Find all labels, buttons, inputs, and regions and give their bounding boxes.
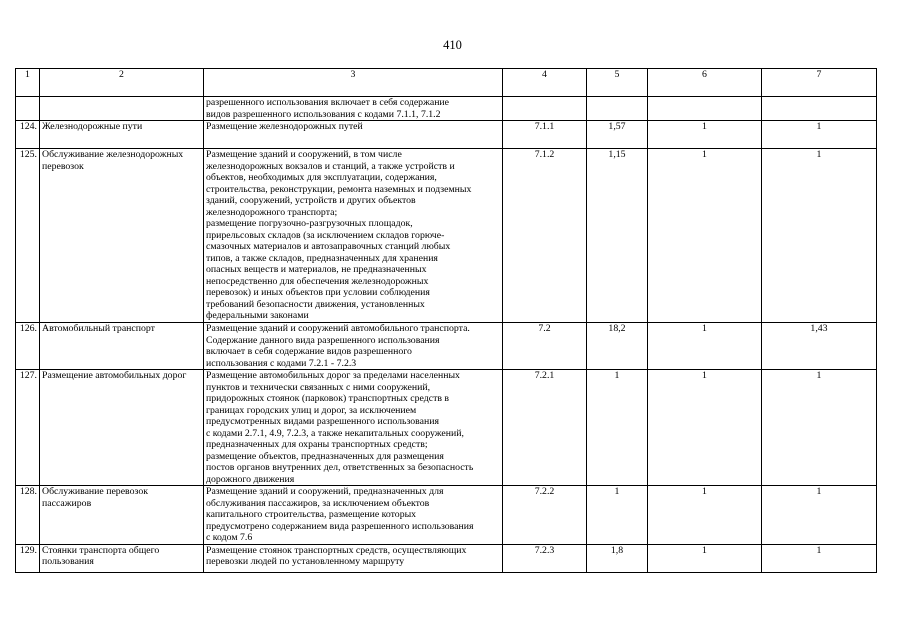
header-cell: 1 (16, 69, 40, 97)
value-cell: 18,2 (587, 323, 648, 370)
name-line: Автомобильный транспорт (42, 323, 155, 334)
description-line: использования с кодами 7.2.1 - 7.2.3 (206, 357, 357, 369)
description-line: с кодом 7.6 (206, 532, 253, 543)
value-cell: 1 (762, 121, 877, 149)
description-line: обслуживания пассажиров, за исключением объектов (206, 497, 430, 509)
value-cell: 1 (648, 149, 762, 323)
description-line: пунктов и технически связанных с ними сооружений, (206, 381, 431, 393)
header-row (16, 69, 877, 97)
value-cell: 1 (587, 486, 648, 545)
description-cell (204, 121, 503, 149)
value-cell: 1 (762, 370, 877, 486)
description-cell (204, 370, 503, 486)
description-line: Размещение автомобильных дорог за пределами населенных (206, 370, 460, 381)
description-cell (204, 149, 503, 323)
zoning-table (15, 68, 877, 573)
description-line: предусмотренных видами разрешенного использования (206, 416, 439, 427)
description-line: придорожных стоянок (парковок) транспортных средств в (206, 393, 450, 404)
header-cell: 4 (503, 69, 587, 97)
name-cell (40, 121, 204, 149)
description-line: железнодорожного транспорта; (206, 206, 338, 218)
header-cell: 2 (40, 69, 204, 97)
row-number-cell: 125. (16, 149, 40, 323)
description-line: перевозки людей по установленному маршруту (206, 556, 405, 567)
name-line: Обслуживание железнодорожных (42, 149, 184, 160)
description-line: видов разрешенного использования с кодами 7.1.1, 7.1.2 (206, 108, 441, 120)
page-number: 410 (443, 38, 462, 52)
name-line: Стоянки транспорта общего (42, 544, 160, 556)
value-cell: 1 (648, 544, 762, 572)
name-cell (40, 323, 204, 370)
description-line: строительства, реконструкции, ремонта наземных и подземных (206, 183, 472, 195)
name-line: Обслуживание перевозок (42, 486, 148, 497)
value-cell: 1 (762, 149, 877, 323)
header-cell: 3 (204, 69, 503, 97)
value-cell: 1 (648, 121, 762, 149)
value-cell: 1 (587, 370, 648, 486)
description-line: постов органов внутренних дел, ответственных за безопасность (206, 462, 474, 473)
table-body (16, 69, 877, 573)
description-line: дорожного движения (206, 473, 295, 485)
description-line: прирельсовых складов (за исключением складов горюче- (206, 229, 445, 241)
description-line: предназначенных для охраны транспортных средств; (206, 439, 428, 450)
row-number-cell: 128. (16, 486, 40, 545)
value-cell: 1 (648, 370, 762, 486)
description-line: опасных веществ и материалов, не предназначенных (206, 264, 427, 275)
value-cell (648, 97, 762, 121)
table-row (16, 149, 877, 323)
description-line: федеральными законами (206, 310, 309, 321)
name-line: Размещение автомобильных дорог (42, 370, 187, 381)
row-number-cell: 129. (16, 544, 40, 572)
code-cell: 7.2.1 (503, 370, 587, 486)
value-cell: 1 (648, 486, 762, 545)
code-cell: 7.2.3 (503, 544, 587, 572)
description-line: Размещение зданий и сооружений, в том числе (206, 149, 402, 160)
description-line: железнодорожных вокзалов и станций, а также устройств и (206, 160, 455, 172)
name-cell (40, 97, 204, 121)
description-line: перевозок) и иных объектов при условии соблюдения (206, 287, 430, 298)
description-line: Содержание данного вида разрешенного использования (206, 334, 440, 346)
description-line: зданий, сооружений, устройств и других объектов (206, 195, 416, 206)
description-line: Размещение зданий и сооружений, предназначенных для (206, 486, 444, 497)
description-line: предусмотрено содержанием вида разрешенного использования (206, 520, 474, 532)
code-cell (503, 97, 587, 121)
description-cell (204, 323, 503, 370)
name-cell (40, 370, 204, 486)
description-line: границах городских улиц и дорог, за исключением (206, 404, 417, 416)
name-cell (40, 544, 204, 572)
row-number-cell: 124. (16, 121, 40, 149)
name-cell (40, 486, 204, 545)
description-line: непосредственно для обеспечения железнодорожных (206, 275, 429, 287)
continuation-row (16, 97, 877, 121)
header-cell: 7 (762, 69, 877, 97)
table-row (16, 323, 877, 370)
value-cell: 1,15 (587, 149, 648, 323)
value-cell: 1 (762, 486, 877, 545)
header-cell: 5 (587, 69, 648, 97)
name-line: пользования (42, 556, 94, 567)
description-line: включает в себя содержание видов разрешенного (206, 346, 412, 357)
name-line: Железнодорожные пути (42, 121, 143, 132)
row-number-cell (16, 97, 40, 121)
description-cell (204, 544, 503, 572)
name-line: перевозок (42, 160, 84, 172)
value-cell (762, 97, 877, 121)
code-cell: 7.2 (503, 323, 587, 370)
description-line: смазочных материалов и автозаправочных станций любых (206, 241, 451, 252)
header-cell: 6 (648, 69, 762, 97)
description-line: размещение объектов, предназначенных для размещения (206, 450, 444, 462)
value-cell: 1 (762, 544, 877, 572)
table-row (16, 544, 877, 572)
description-line: типов, а также складов, предназначенных для хранения (206, 252, 438, 264)
table-row (16, 370, 877, 486)
name-line: пассажиров (42, 497, 92, 509)
description-line: размещение погрузочно-разгрузочных площадок, (206, 218, 413, 229)
row-number-cell: 126. (16, 323, 40, 370)
description-line: Размещение зданий и сооружений автомобильного транспорта. (206, 323, 470, 334)
description-line: разрешенного использования включает в себя содержание (206, 97, 450, 108)
code-cell: 7.1.1 (503, 121, 587, 149)
value-cell: 1 (648, 323, 762, 370)
name-cell (40, 149, 204, 323)
description-line: Размещение стоянок транспортных средств, осуществляющих (206, 544, 467, 556)
table-row (16, 121, 877, 149)
description-line: с кодами 2.7.1, 4.9, 7.2.3, а также некапитальных сооружений, (206, 427, 464, 439)
row-number-cell: 127. (16, 370, 40, 486)
code-cell: 7.2.2 (503, 486, 587, 545)
description-line: капитального строительства, размещение которых (206, 509, 417, 520)
value-cell (587, 97, 648, 121)
description-line: Размещение железнодорожных путей (206, 121, 363, 132)
table-row (16, 486, 877, 545)
value-cell: 1,8 (587, 544, 648, 572)
value-cell: 1,43 (762, 323, 877, 370)
description-cell (204, 97, 503, 121)
value-cell: 1,57 (587, 121, 648, 149)
description-line: объектов, необходимых для эксплуатации, содержания, (206, 172, 437, 183)
description-cell (204, 486, 503, 545)
description-line: требований безопасности движения, установленных (206, 298, 425, 310)
code-cell: 7.1.2 (503, 149, 587, 323)
